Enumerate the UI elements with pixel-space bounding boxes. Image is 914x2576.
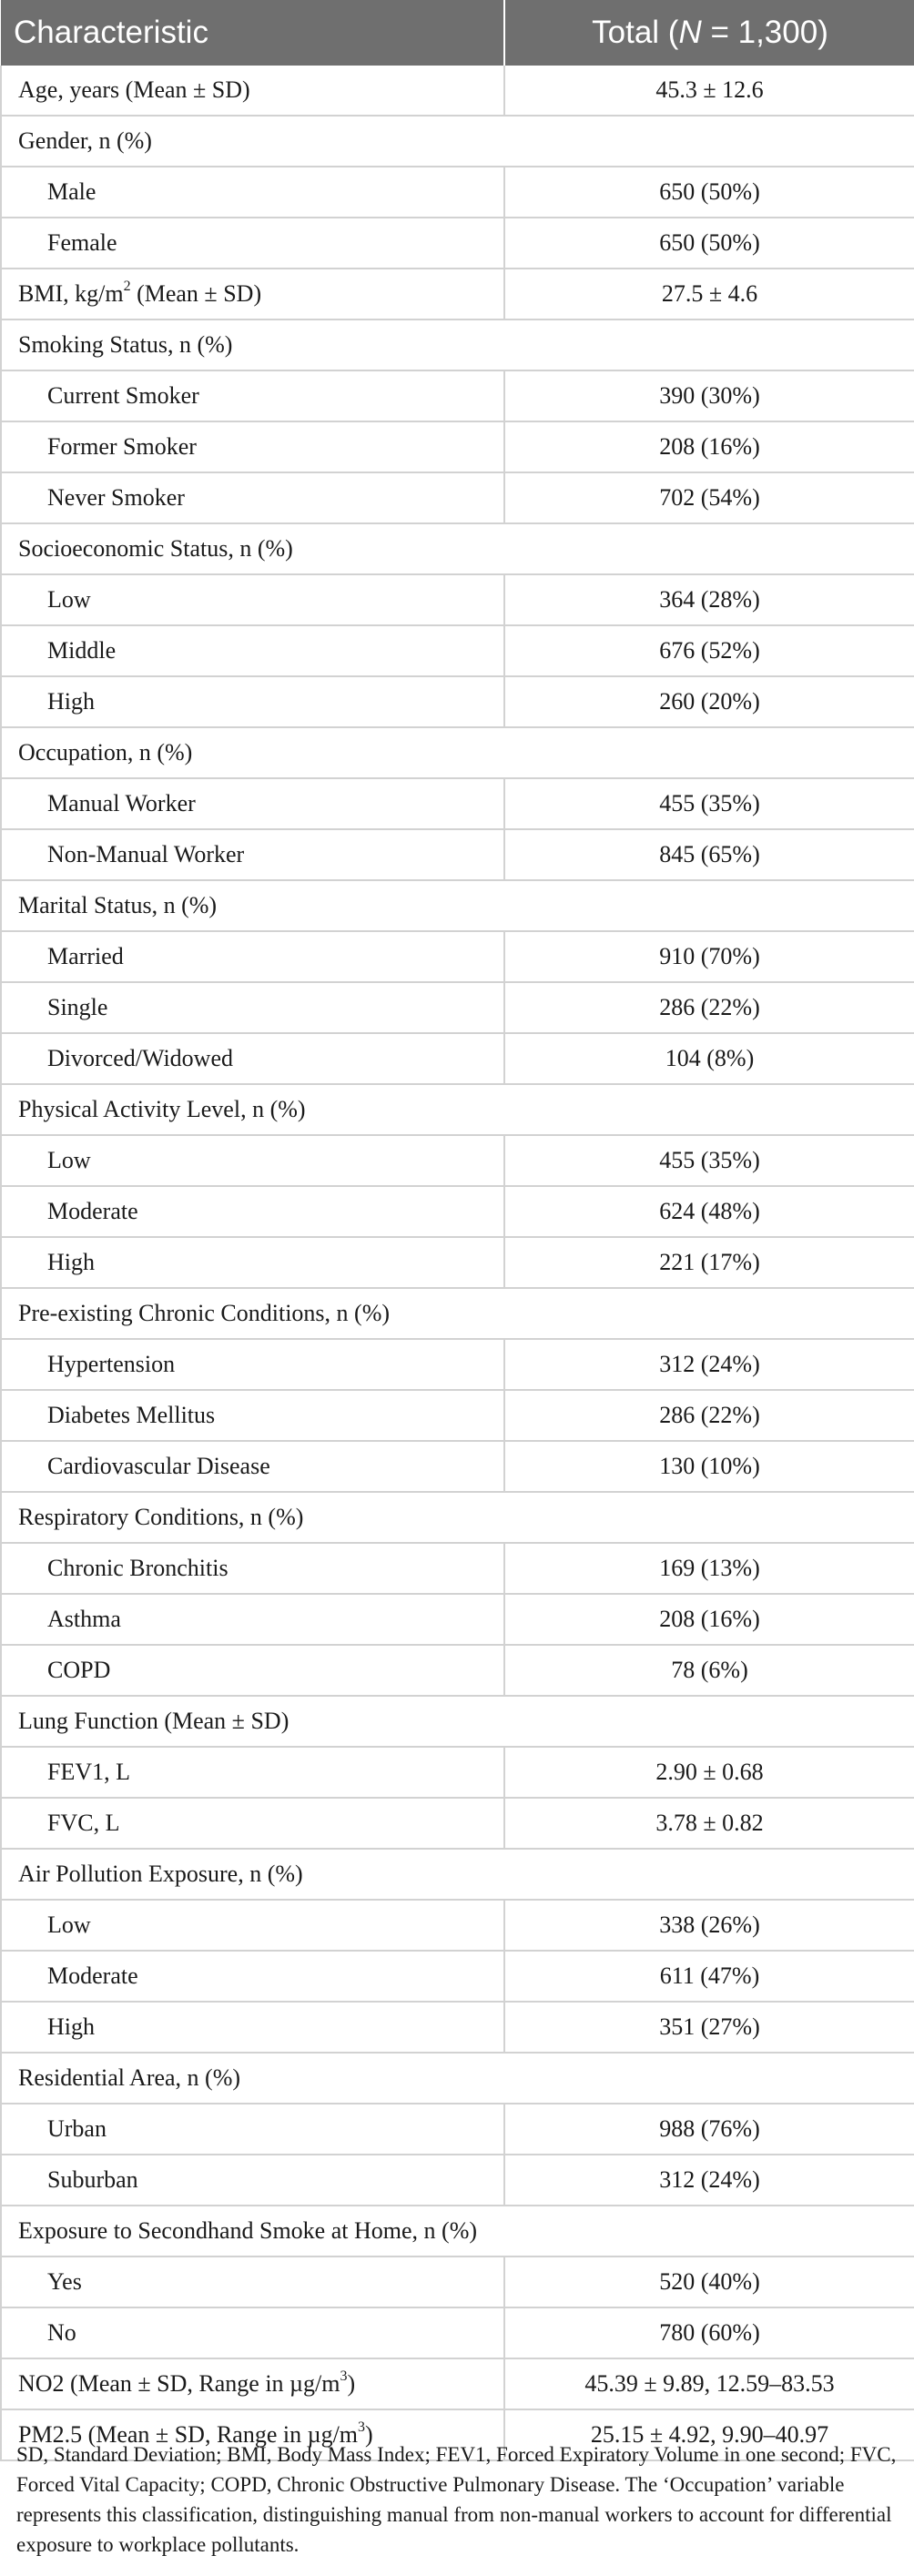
row-label: [1, 1339, 504, 1390]
row-label-text: Air Pollution Exposure, n (%): [18, 1861, 303, 1887]
header-total-suffix: = 1,300): [701, 15, 828, 50]
row-value: 364 (28%): [504, 574, 914, 625]
row-label-suffix: ): [347, 2370, 356, 2397]
row-label-suffix: ): [365, 2421, 373, 2448]
row-value: 221 (17%): [504, 1237, 914, 1288]
row-label: [1, 1594, 504, 1645]
row-label-text: Yes: [47, 2268, 82, 2295]
row-label: [1, 319, 504, 370]
row-label: [1, 727, 504, 778]
category-row: [1, 880, 914, 931]
table-row: [1, 1033, 914, 1084]
category-row: [1, 1696, 914, 1747]
row-value: [504, 2206, 914, 2257]
row-value: 27.5 ± 4.6: [504, 269, 914, 319]
row-label: [1, 370, 504, 421]
row-label: [1, 1033, 504, 1084]
table-row: [1, 1390, 914, 1441]
table-row: [1, 676, 914, 727]
table-row: [1, 1339, 914, 1390]
row-label-text: Female: [47, 229, 117, 256]
row-value: 988 (76%): [504, 2104, 914, 2155]
row-label: [1, 1747, 504, 1798]
category-row: [1, 523, 914, 574]
row-label-text: Suburban: [47, 2166, 138, 2193]
category-row: [1, 319, 914, 370]
row-label: [1, 1543, 504, 1594]
table-row: [1, 1900, 914, 1951]
table-row: [1, 1951, 914, 2002]
row-value: [504, 2053, 914, 2104]
category-row: [1, 1084, 914, 1135]
row-label-text: High: [47, 1249, 95, 1275]
row-value: 351 (27%): [504, 2002, 914, 2053]
row-value: 169 (13%): [504, 1543, 914, 1594]
row-value: [504, 523, 914, 574]
row-label-text: PM2.5 (Mean ± SD, Range in µg/m: [18, 2421, 359, 2448]
category-row: [1, 1288, 914, 1339]
row-label: [1, 1084, 504, 1135]
row-label: [1, 523, 504, 574]
row-label-text: Moderate: [47, 1962, 138, 1989]
row-value: 780 (60%): [504, 2307, 914, 2358]
table-row: [1, 931, 914, 982]
row-label-text: Physical Activity Level, n (%): [18, 1096, 306, 1122]
row-label: [1, 1441, 504, 1492]
row-value: 2.90 ± 0.68: [504, 1747, 914, 1798]
row-label-text: Non-Manual Worker: [47, 841, 245, 867]
row-label-text: High: [47, 2013, 95, 2040]
table-row: [1, 66, 914, 116]
row-label: [1, 676, 504, 727]
row-label-text: Smoking Status, n (%): [18, 331, 233, 358]
row-value: 455 (35%): [504, 1135, 914, 1186]
row-label-text: Cardiovascular Disease: [47, 1453, 270, 1479]
row-label-text: BMI, kg/m: [18, 280, 124, 307]
category-row: [1, 116, 914, 167]
row-value: [504, 319, 914, 370]
table-row: [1, 1798, 914, 1849]
row-label-text: Hypertension: [47, 1351, 176, 1377]
row-label-text: NO2 (Mean ± SD, Range in µg/m: [18, 2370, 340, 2397]
row-value: 260 (20%): [504, 676, 914, 727]
row-value: 286 (22%): [504, 982, 914, 1033]
row-label-text: Diabetes Mellitus: [47, 1402, 216, 1428]
row-label-text: Pre-existing Chronic Conditions, n (%): [18, 1300, 391, 1326]
row-value: 208 (16%): [504, 1594, 914, 1645]
row-value: 390 (30%): [504, 370, 914, 421]
category-row: [1, 727, 914, 778]
row-label: [1, 1135, 504, 1186]
row-label: [1, 269, 504, 319]
table-row: [1, 574, 914, 625]
row-label: [1, 1288, 504, 1339]
row-label-text: COPD: [47, 1657, 111, 1683]
table-row: [1, 2257, 914, 2307]
row-value: 910 (70%): [504, 931, 914, 982]
row-label-text: Divorced/Widowed: [47, 1045, 234, 1071]
row-label-text: Respiratory Conditions, n (%): [18, 1504, 304, 1530]
row-value: 455 (35%): [504, 778, 914, 829]
row-value: 338 (26%): [504, 1900, 914, 1951]
table-row: [1, 625, 914, 676]
table-row: [1, 2307, 914, 2358]
row-label-text: Age, years (Mean ± SD): [18, 76, 250, 103]
header-total-prefix: Total (: [592, 15, 679, 50]
table-row: [1, 829, 914, 880]
row-label: [1, 218, 504, 269]
table-footnote: SD, Standard Deviation; BMI, Body Mass Index; FEV1, Forced Expiratory Volume in one second; FVC, Forced Vital Capacity; COPD, Chronic Obstructive Pulmonary Disease. The ‘Occupation’ variable represents this classification, distinguishing manual from non-manual workers to account for differential exposure to workplace pollutants.: [16, 2443, 897, 2556]
row-label-text: Current Smoker: [47, 382, 199, 409]
row-value: 676 (52%): [504, 625, 914, 676]
table-row: [1, 1441, 914, 1492]
table-row: [1, 1543, 914, 1594]
row-value: 286 (22%): [504, 1390, 914, 1441]
row-value: 130 (10%): [504, 1441, 914, 1492]
row-value: 702 (54%): [504, 472, 914, 523]
row-label: [1, 2155, 504, 2206]
table-row: [1, 2358, 914, 2409]
category-row: [1, 2053, 914, 2104]
row-label-text: Asthma: [47, 1606, 121, 1632]
table-row: [1, 982, 914, 1033]
row-label-text: FEV1, L: [47, 1759, 130, 1785]
row-label-text: FVC, L: [47, 1810, 120, 1836]
row-value: [504, 727, 914, 778]
row-value: 78 (6%): [504, 1645, 914, 1696]
row-label-text: Low: [47, 1912, 91, 1938]
row-label: [1, 2307, 504, 2358]
row-label: [1, 472, 504, 523]
table-row: [1, 1186, 914, 1237]
table-row: [1, 2155, 914, 2206]
header-total-n: N: [678, 15, 702, 50]
row-value: [504, 880, 914, 931]
table-row: [1, 1645, 914, 1696]
row-label-suffix: (Mean ± SD): [130, 280, 262, 307]
row-label: [1, 167, 504, 218]
row-label-text: Chronic Bronchitis: [47, 1555, 228, 1581]
row-label-text: Never Smoker: [47, 484, 185, 511]
row-value: 312 (24%): [504, 1339, 914, 1390]
row-label: [1, 2053, 504, 2104]
row-label: [1, 982, 504, 1033]
row-value: 45.39 ± 9.89, 12.59–83.53: [504, 2358, 914, 2409]
category-row: [1, 1492, 914, 1543]
row-label: [1, 778, 504, 829]
table-row: [1, 421, 914, 472]
row-label-text: Married: [47, 943, 124, 969]
row-label: [1, 931, 504, 982]
row-value: 312 (24%): [504, 2155, 914, 2206]
table-row: [1, 269, 914, 319]
row-value: 520 (40%): [504, 2257, 914, 2307]
row-label: [1, 2257, 504, 2307]
table-row: [1, 1237, 914, 1288]
row-value: 611 (47%): [504, 1951, 914, 2002]
row-label: [1, 1798, 504, 1849]
row-label: [1, 1900, 504, 1951]
row-label-text: No: [47, 2319, 76, 2346]
row-label: [1, 1492, 504, 1543]
row-label: [1, 116, 504, 167]
row-label: [1, 2104, 504, 2155]
table-row: [1, 2002, 914, 2053]
table-row: [1, 472, 914, 523]
row-label: [1, 1237, 504, 1288]
row-label: [1, 1390, 504, 1441]
row-label-text: Moderate: [47, 1198, 138, 1224]
header-characteristic: Characteristic: [1, 0, 504, 66]
row-label-superscript: 3: [340, 2368, 348, 2385]
row-label: [1, 421, 504, 472]
row-value: [504, 1084, 914, 1135]
row-label-text: Single: [47, 994, 108, 1020]
row-label-superscript: 3: [358, 2419, 366, 2436]
category-row: [1, 1849, 914, 1900]
row-label-text: Lung Function (Mean ± SD): [18, 1708, 289, 1734]
row-label-text: Urban: [47, 2115, 107, 2142]
row-label-text: Gender, n (%): [18, 127, 152, 154]
table-row: [1, 1747, 914, 1798]
table-row: [1, 370, 914, 421]
row-value: 45.3 ± 12.6: [504, 66, 914, 116]
table-row: [1, 167, 914, 218]
row-label: [1, 2358, 504, 2409]
table-row: [1, 1594, 914, 1645]
row-value: [504, 1696, 914, 1747]
row-label: [1, 829, 504, 880]
category-row: [1, 2206, 914, 2257]
table-header: [1, 0, 914, 66]
row-value: [504, 1288, 914, 1339]
table-body: [1, 66, 914, 2460]
header-row: [1, 0, 914, 66]
row-value: [504, 116, 914, 167]
row-value: 3.78 ± 0.82: [504, 1798, 914, 1849]
row-value: 624 (48%): [504, 1186, 914, 1237]
row-value: 104 (8%): [504, 1033, 914, 1084]
row-label-text: Low: [47, 1147, 91, 1173]
row-label-text: Socioeconomic Status, n (%): [18, 535, 293, 562]
table-row: [1, 218, 914, 269]
table-row: [1, 1135, 914, 1186]
row-value: 25.15 ± 4.92, 9.90–40.97: [504, 2409, 914, 2460]
row-label-text: Residential Area, n (%): [18, 2064, 241, 2091]
row-label-superscript: 2: [123, 279, 131, 295]
row-value: [504, 1492, 914, 1543]
row-label-text: High: [47, 688, 95, 715]
row-label: [1, 880, 504, 931]
row-value: 650 (50%): [504, 167, 914, 218]
row-label: [1, 574, 504, 625]
row-label: [1, 66, 504, 116]
row-label: [1, 625, 504, 676]
row-label: [1, 1849, 504, 1900]
row-label-text: Marital Status, n (%): [18, 892, 218, 918]
row-label: [1, 1951, 504, 2002]
row-value: 650 (50%): [504, 218, 914, 269]
row-value: 208 (16%): [504, 421, 914, 472]
row-label-text: Male: [47, 178, 96, 205]
table-row: [1, 778, 914, 829]
row-label: [1, 1696, 504, 1747]
row-value: 845 (65%): [504, 829, 914, 880]
row-label: [1, 1645, 504, 1696]
table-row: [1, 2104, 914, 2155]
row-value: [504, 1849, 914, 1900]
row-label-text: Exposure to Secondhand Smoke at Home, n (%): [18, 2217, 478, 2244]
row-label-text: Low: [47, 586, 91, 613]
row-label-text: Middle: [47, 637, 117, 664]
row-label-text: Former Smoker: [47, 433, 197, 460]
header-total: [504, 0, 914, 66]
row-label: [1, 2002, 504, 2053]
row-label-text: Manual Worker: [47, 790, 196, 816]
row-label: [1, 2206, 504, 2257]
row-label-text: Occupation, n (%): [18, 739, 193, 766]
row-label: [1, 1186, 504, 1237]
